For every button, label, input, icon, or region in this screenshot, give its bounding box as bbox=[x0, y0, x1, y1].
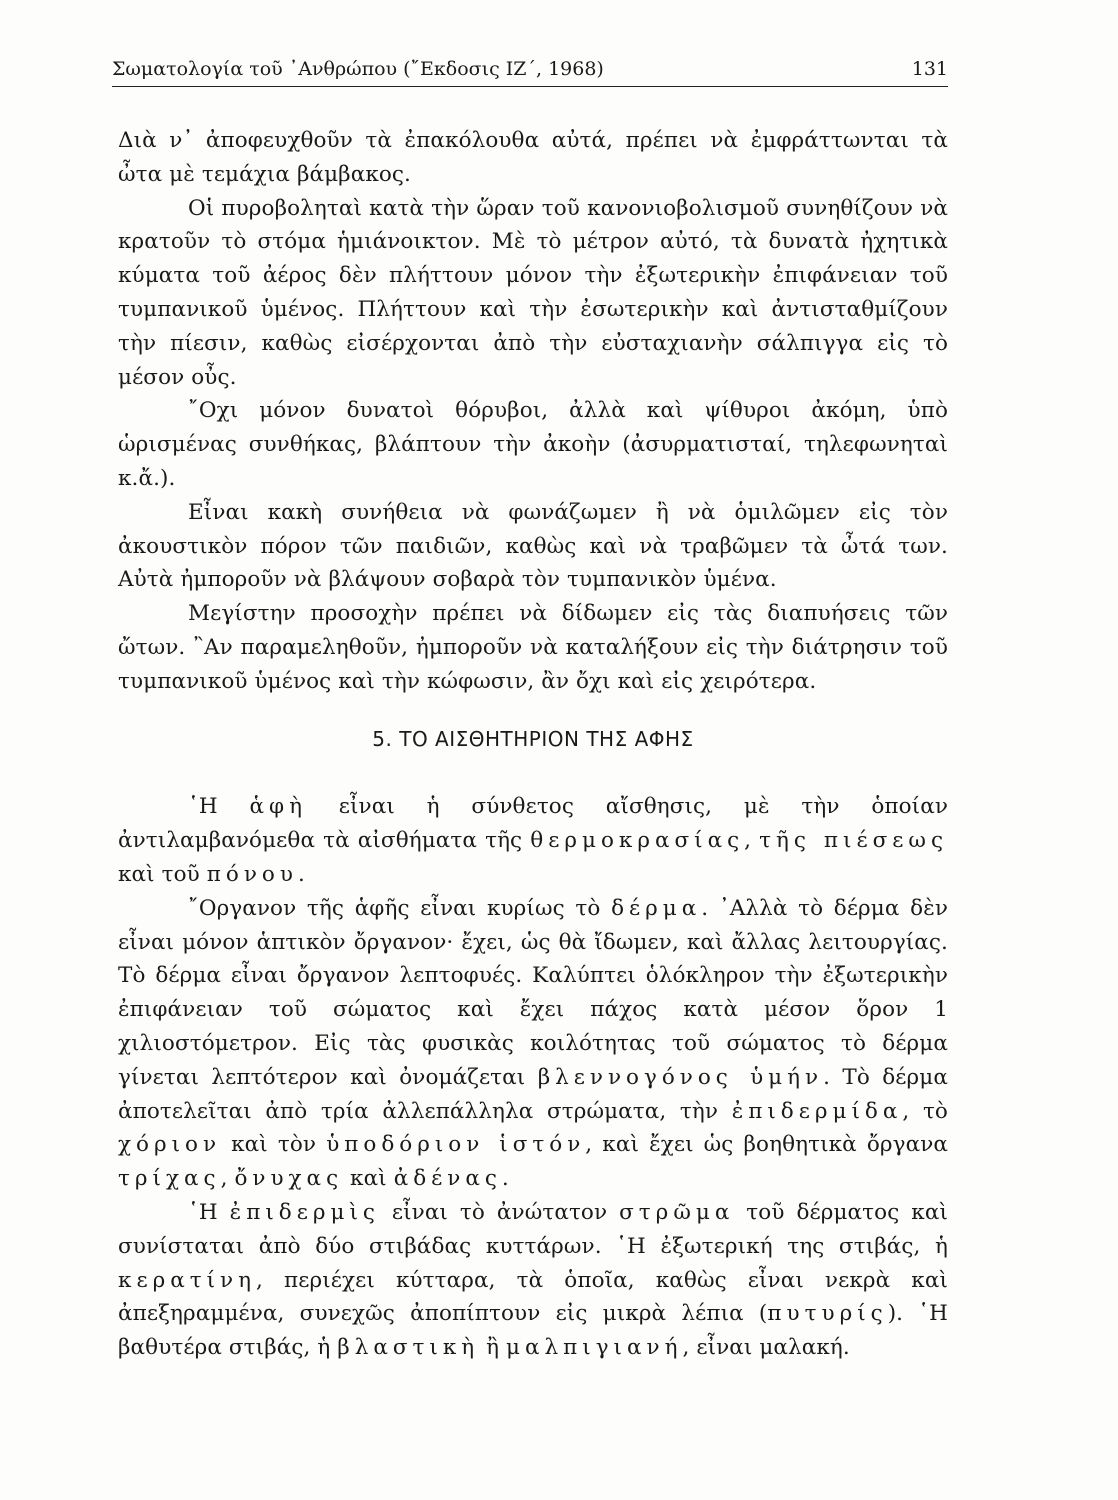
spaced-term: ἁφὴ bbox=[249, 794, 307, 820]
paragraph bbox=[118, 790, 948, 891]
text-run: εἶναι τὸ ἀνώτατον bbox=[379, 1199, 620, 1225]
running-title: Σωματολογία τοῦ ᾿Ανθρώπου (῎Εκδοσις ΙΖ΄, 1968) bbox=[112, 58, 604, 80]
paragraph: ῎Οχι μόνον δυνατοὶ θόρυβοι, ἀλλὰ καὶ ψίθυροι ἀκόμη, ὑπὸ ὡρισμένας συνθήκας, βλάπτουν τὴν ἀκοὴν (ἀσυρματισταί, τηλεφωνηταὶ κ.ἄ.). bbox=[118, 398, 948, 491]
text-run: . Τὸ δέρμα ἀποτελεῖται ἀπὸ τρία ἀλλεπάλληλα στρώματα, τὴν bbox=[118, 1064, 948, 1124]
spaced-term: στρῶμα bbox=[619, 1199, 735, 1225]
text-run: εἶναι ἡ σύνθετος αἴσθησις, μὲ τὴν ὁποίαν ἀντιλαμβανόμεθα τὰ αἰσθήματα τῆς bbox=[118, 794, 948, 854]
spaced-term: πόνου bbox=[206, 861, 298, 887]
running-header bbox=[112, 58, 948, 87]
text-run: καὶ τοῦ bbox=[118, 861, 207, 887]
text-run: , τὸ bbox=[902, 1098, 948, 1124]
paragraph: Μεγίστην προσοχὴν πρέπει νὰ δίδωμεν εἰς τὰς διαπυήσεις τῶν ὤτων. ῍Αν παραμεληθοῦν, ἠμποροῦν νὰ καταλήξουν εἰς τὴν διάτρησιν τοῦ τυμπανικοῦ ὑμένος καὶ τὴν κώφωσιν, ἂν ὄχι καὶ εἰς χειρότερα. bbox=[118, 601, 948, 694]
spaced-term: κερατίνη bbox=[118, 1267, 257, 1293]
spaced-term: ἀδένας bbox=[393, 1166, 502, 1192]
text-run: . ᾿Αλλὰ τὸ δέρμα δὲν εἶναι μόνον ἁπτικὸν ὄργανον· ἔχει, ὡς θὰ ἴδωμεν, καὶ ἄλλας λειτουργίας. Τὸ δέρμα εἶναι ὄργανον λεπτοφυές. Καλύπτει ὁλόκληρον τὴν ἐξωτερικὴν ἐπιφάνειαν τοῦ σώματος καὶ ἔχει πάχος κατὰ μέσον ὅρον 1 χιλιοστόμετρον. Εἰς τὰς φυσικὰς κοιλότητας τοῦ σώματος τὸ δέρμα γίνεται λεπτότερον καὶ ὀνομάζεται bbox=[118, 895, 948, 1090]
paragraph: Εἶναι κακὴ συνήθεια νὰ φωνάζωμεν ἢ νὰ ὁμιλῶμεν εἰς τὸν ἀκουστικὸν πόρον τῶν παιδιῶν, καθὼς καὶ νὰ τραβῶμεν τὰ ὦτά των. Αὐτὰ ἠμποροῦν νὰ βλάψουν σοβαρὰ τὸν τυμπανικὸν ὑμένα. bbox=[118, 499, 948, 593]
spaced-term: χόριον bbox=[118, 1132, 222, 1158]
text-run: , καὶ ἔχει ὡς βοηθητικὰ ὄργανα bbox=[585, 1132, 948, 1158]
spaced-term: ἐπιδερμὶς bbox=[229, 1199, 380, 1225]
spaced-term: δέρμα bbox=[611, 895, 702, 921]
text-run: καὶ bbox=[343, 1166, 394, 1192]
text-run: , εἶναι μαλακή. bbox=[682, 1335, 850, 1361]
section-heading: 5. ΤΟ ΑΙΣΘΗΤΗΡΙΟΝ ΤΗΣ ΑΦΗΣ bbox=[372, 726, 694, 751]
paragraph: Διὰ ν᾿ ἀποφευχθοῦν τὰ ἐπακόλουθα αὐτά, πρέπει νὰ ἐμφράττωνται τὰ ὦτα μὲ τεμάχια βάμβακος. bbox=[118, 128, 948, 187]
text-run: ). ῾Η βαθυτέρα στιβάς, ἡ bbox=[118, 1301, 949, 1361]
spaced-term: ὑποδόριον ἱστόν bbox=[326, 1132, 586, 1158]
text-run: ῾Η bbox=[188, 794, 250, 820]
spaced-term: βλαστικὴ bbox=[337, 1335, 480, 1361]
spaced-term: μαλπιγιανή bbox=[506, 1335, 683, 1361]
text-run: , bbox=[744, 828, 760, 854]
spaced-term: ὄνυχας bbox=[234, 1166, 344, 1192]
paragraph bbox=[118, 892, 948, 1196]
text-run: καὶ τὸν bbox=[221, 1132, 327, 1158]
page-number: 131 bbox=[911, 58, 948, 80]
text-run: . bbox=[501, 1166, 509, 1192]
body-text bbox=[118, 124, 948, 1365]
text-run: ῾Η bbox=[188, 1199, 230, 1225]
spaced-term: βλεννογόνος ὑμήν bbox=[537, 1064, 824, 1090]
text-run: τοῦ δέρματος καὶ συνίσταται ἀπὸ δύο στιβάδας κυττάρων. ῾Η ἐξωτερική της στιβάς, ἡ bbox=[118, 1199, 948, 1259]
text-run: , bbox=[220, 1166, 235, 1192]
spaced-term: πυτυρίς bbox=[767, 1301, 888, 1327]
text-run: ἢ bbox=[479, 1335, 507, 1361]
spaced-term: ἐπιδερμίδα bbox=[731, 1098, 903, 1124]
text-run: ῎Οργανον τῆς ἁφῆς εἶναι κυρίως τὸ bbox=[188, 895, 612, 921]
spaced-term: τρίχας bbox=[118, 1166, 221, 1192]
spaced-term: τῆς πιέσεως bbox=[759, 828, 948, 854]
paragraph: Οἱ πυροβοληταὶ κατὰ τὴν ὥραν τοῦ κανονιοβολισμοῦ συνηθίζουν νὰ κρατοῦν τὸ στόμα ἡμιάνοικτον. Μὲ τὸ μέτρον αὐτό, τὰ δυνατὰ ἠχητικὰ κύματα τοῦ ἀέρος δὲν πλήττουν μόνον τὴν ἐξωτερικὴν ἐπιφάνειαν τοῦ τυμπανικοῦ ὑμένος. Πλήττουν καὶ τὴν ἐσωτερικὴν καὶ ἀντισταθμίζουν τὴν πίεσιν, καθὼς εἰσέρχονται ἀπὸ τὴν εὐσταχιανὴν σάλπιγγα εἰς τὸ μέσον οὖς. bbox=[118, 195, 948, 390]
text-run: , περιέχει κύτταρα, τὰ ὁποῖα, καθὼς εἶναι νεκρὰ καὶ ἀπεξηραμμένα, συνεχῶς ἀποπίπτουν εἰς μικρὰ λέπια ( bbox=[118, 1267, 948, 1327]
text-run: . bbox=[297, 861, 305, 887]
paragraph bbox=[118, 1196, 948, 1365]
spaced-term: θερμοκρασίας bbox=[530, 828, 745, 854]
